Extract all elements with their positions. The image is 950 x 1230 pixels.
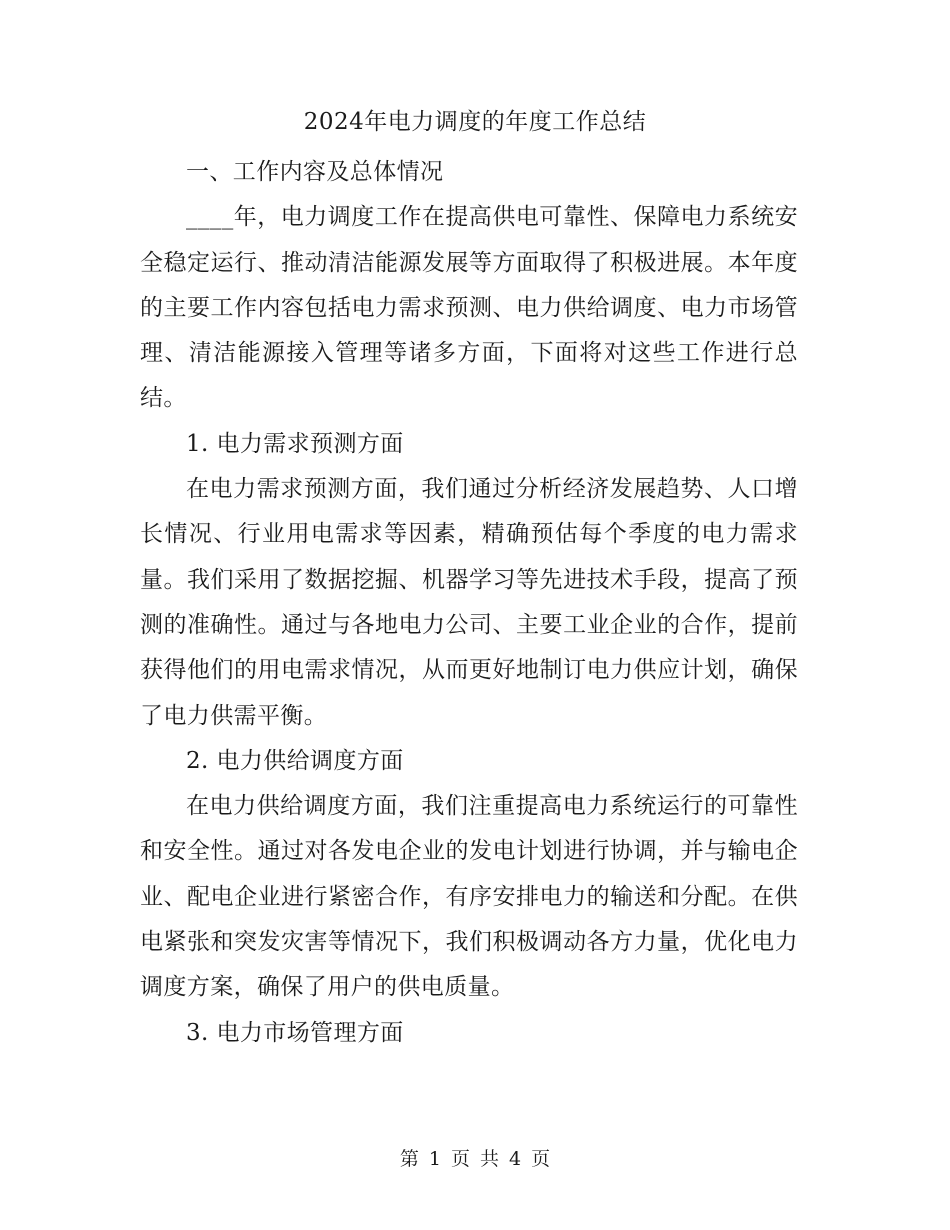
document-title: 2024年电力调度的年度工作总结 [303, 109, 647, 135]
section-heading: 一、工作内容及总体情况 [186, 159, 444, 185]
body-paragraph: 在电力需求预测方面，我们通过分析经济发展趋势、人口增长情况、行业用电需求等因素，精确预估每个季度的电力需求量。我们采用了数据挖掘、机器学习等先进技术手段，提高了预测的准确性。通过与各地电力公司、主要工业企业的合作，提前获得他们的用电需求情况，从而更好地制订电力供应计划，确保了电力供需平衡。 [140, 476, 798, 729]
body-paragraph: 在电力供给调度方面，我们注重提高电力系统运行的可靠性和安全性。通过对各发电企业的发电计划进行协调，并与输电企业、配电企业进行紧密合作，有序安排电力的输送和分配。在供电紧张和突发灾害等情况下，我们积极调动各方力量，优化电力调度方案，确保了用户的供电质量。 [140, 793, 798, 1001]
subsection-heading: 3. 电力市场管理方面 [186, 1019, 404, 1046]
document-body [140, 150, 798, 1056]
body-paragraph: ____年，电力调度工作在提高供电可靠性、保障电力系统安全稳定运行、推动清洁能源发展等方面取得了积极进展。本年度的主要工作内容包括电力需求预测、电力供给调度、电力市场管理、清洁能源接入管理等诸多方面，下面将对这些工作进行总结。 [140, 204, 798, 412]
subsection-heading: 2. 电力供给调度方面 [186, 747, 404, 774]
subsection-heading: 1. 电力需求预测方面 [186, 430, 404, 457]
page-footer: 第 1 页 共 4 页 [399, 1148, 551, 1170]
